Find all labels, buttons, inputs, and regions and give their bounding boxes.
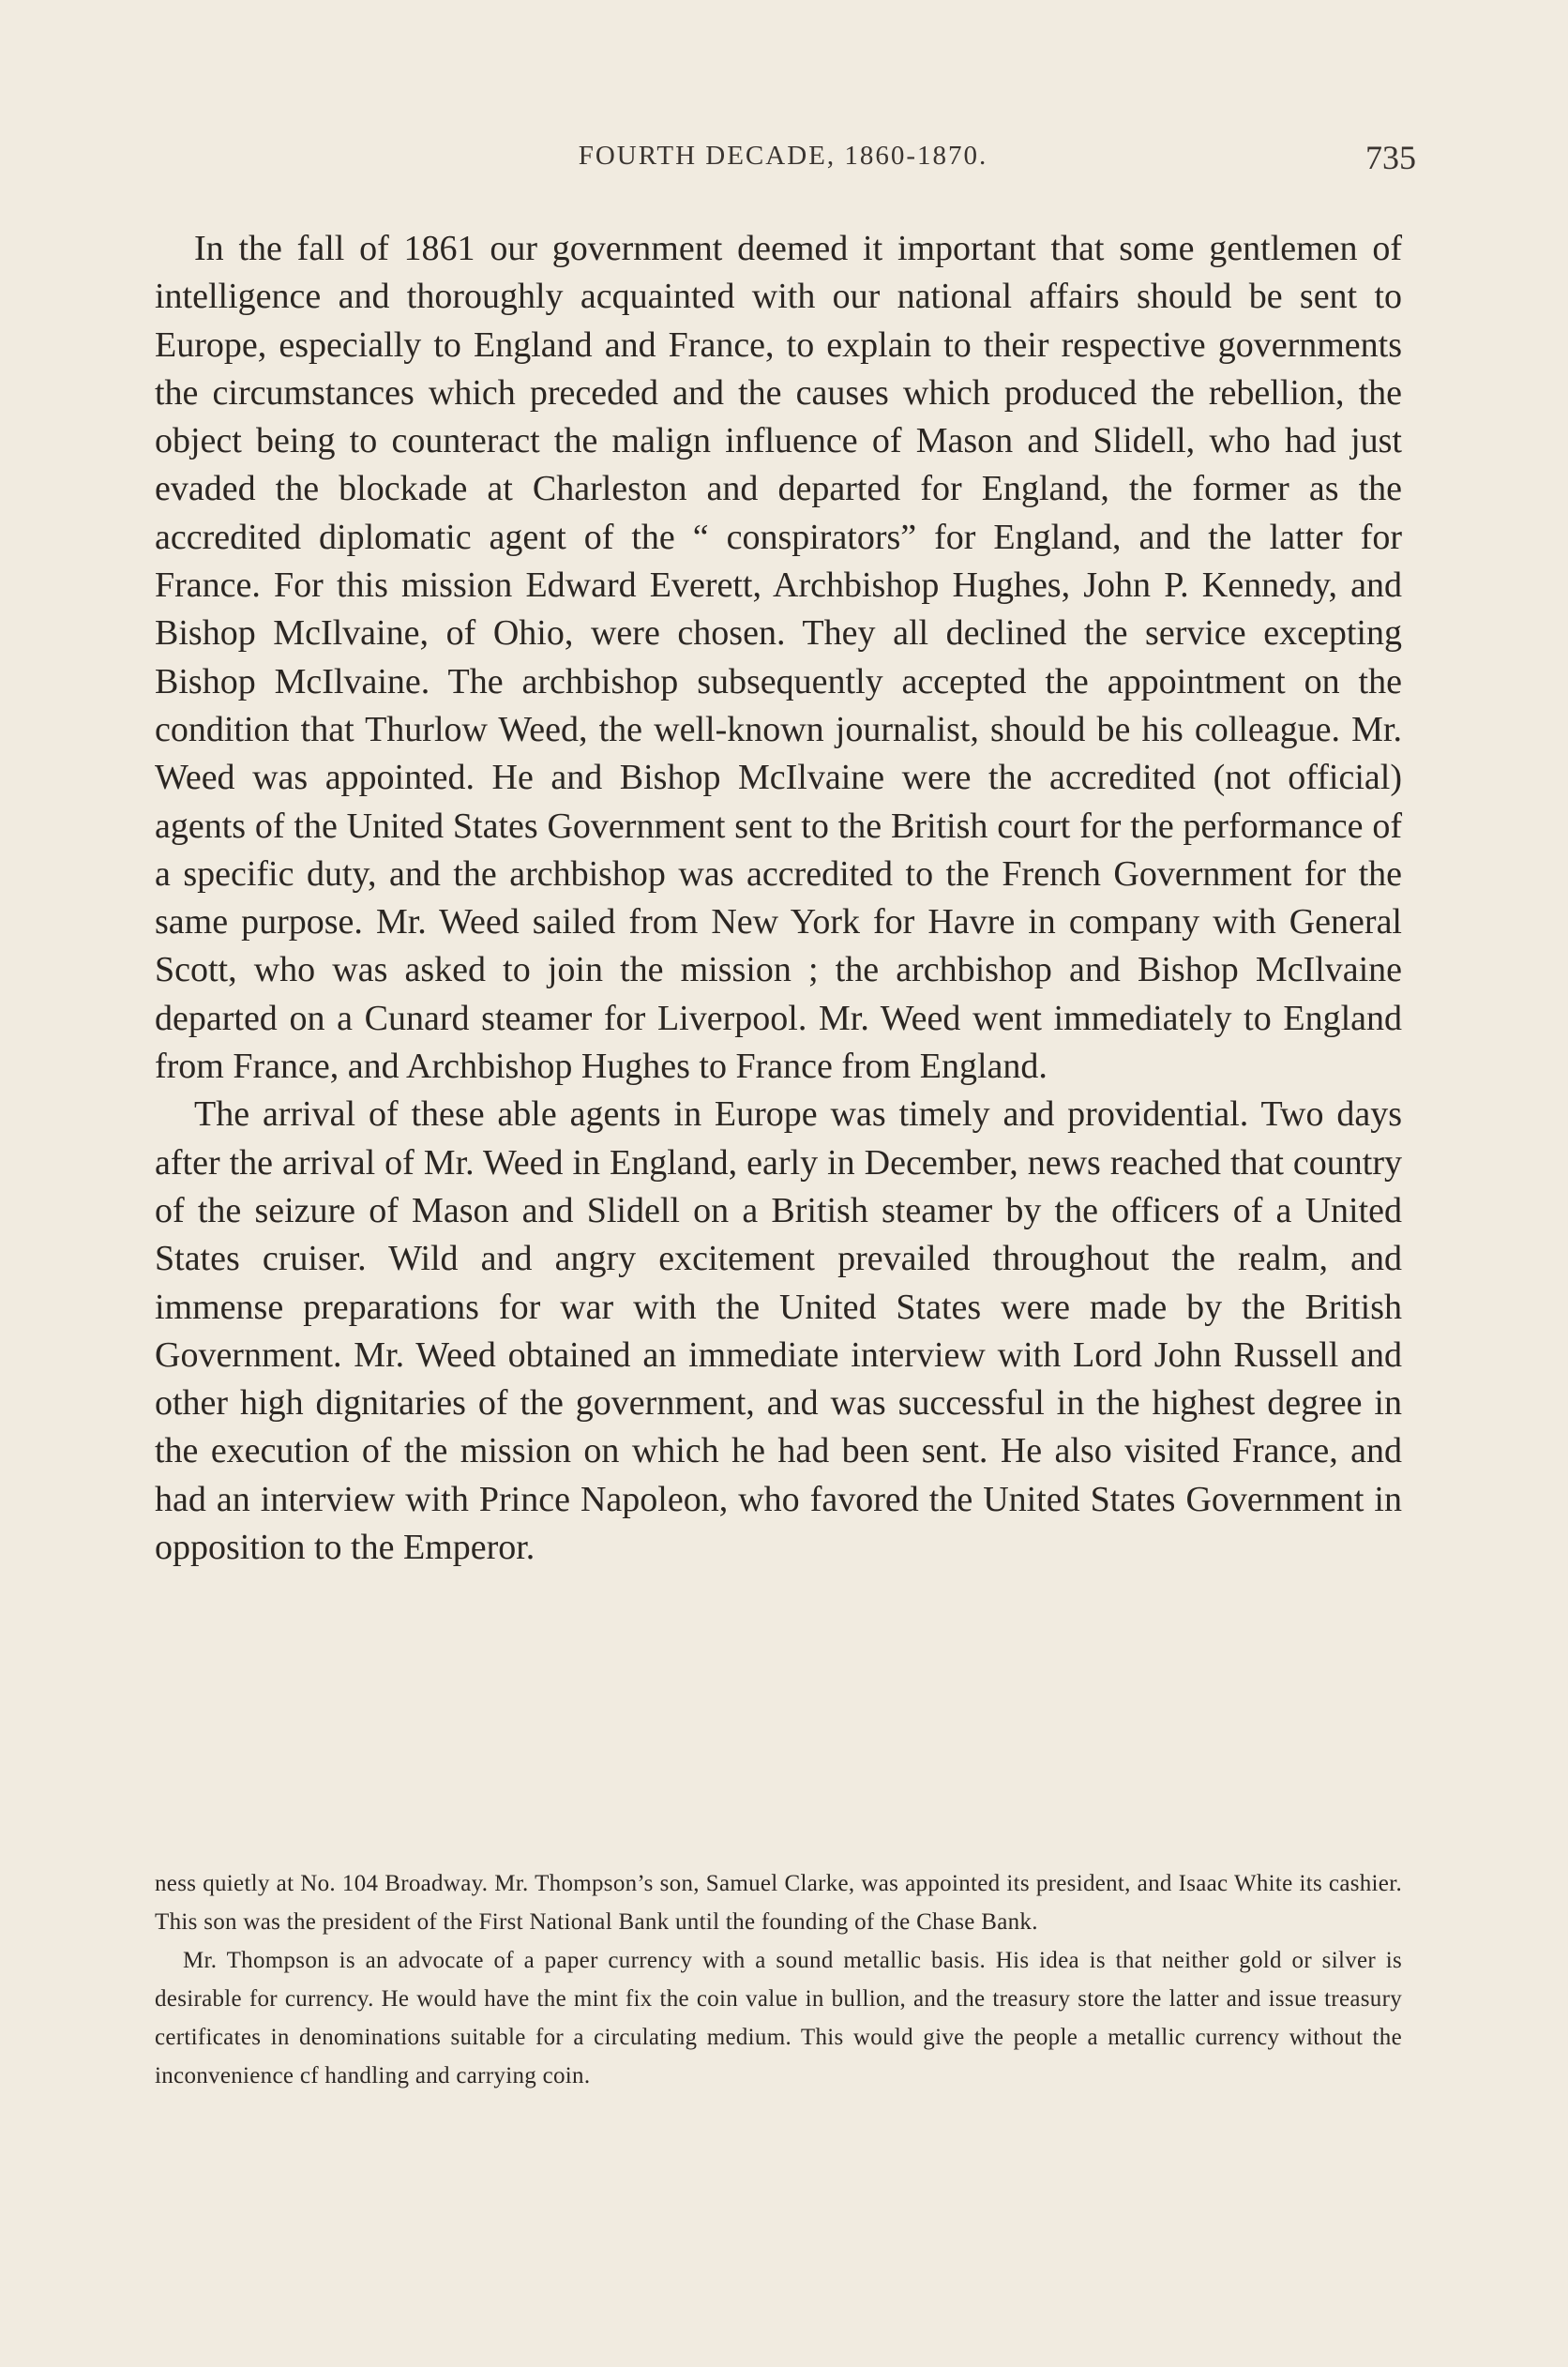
footnotes [155,1864,1402,2095]
body-paragraph: In the fall of 1861 our government deemed it important that some gentlemen of intelligence and thoroughly acquainted with our national affairs should be sent to Europe, especially to England and France, to explain to their respective governments the circumstances which preceded and the causes which produced the rebellion, the object being to counteract the malign influence of Mason and Slidell, who had just evaded the blockade at Charleston and departed for England, the former as the accredited diplomatic agent of the “ conspirators” for England, and the latter for France. For this mission Edward Everett, Archbishop Hughes, John P. Kennedy, and Bishop McIlvaine, of Ohio, were chosen. They all declined the service excepting Bishop McIlvaine. The archbishop subsequently accepted the appointment on the condition that Thurlow Weed, the well-known journalist, should be his colleague. Mr. Weed was appointed. He and Bishop McIlvaine were the accredited (not official) agents of the United States Government sent to the British court for the performance of a specific duty, and the archbishop was accredited to the French Government for the same purpose. Mr. Weed sailed from New York for Havre in company with General Scott, who was asked to join the mission ; the archbishop and Bishop McIlvaine departed on a Cunard steamer for Liverpool. Mr. Weed went immediately to England from France, and Archbishop Hughes to France from England. [155,229,1402,1087]
main-text [155,225,1402,1572]
body-paragraph: The arrival of these able agents in Europe was timely and providential. Two days after the arrival of Mr. Weed in England, early in December, news reached that country of the seizure of Mason and Slidell on a British steamer by the officers of a United States cruiser. Wild and angry excitement prevailed throughout the realm, and immense preparations for war with the United States were made by the British Government. Mr. Weed obtained an immediate interview with Lord John Russell and other high dignitaries of the government, and was successful in the highest degree in the execution of the mission on which he had been sent. He also visited France, and had an interview with Prince Napoleon, who favored the United States Government in opposition to the Emperor. [155,1094,1402,1568]
page-number: 735 [1365,139,1416,176]
footnote-paragraph: ness quietly at No. 104 Broadway. Mr. Thompson’s son, Samuel Clarke, was appointed its president, and Isaac White its cashier. This son was the president of the First National Bank until the founding of the Chase Bank. [155,1871,1402,1935]
footnote-paragraph: Mr. Thompson is an advocate of a paper currency with a sound metallic basis. His idea is that neither gold or silver is desirable for currency. He would have the mint fix the coin value in bullion, and the treasury store the latter and issue treasury certificates in denominations suitable for a circulating medium. This would give the people a metallic currency without the inconvenience cf handling and carrying coin. [155,1948,1402,2088]
running-head [155,139,1416,178]
running-title: FOURTH DECADE, 1860-1870. [578,141,988,171]
